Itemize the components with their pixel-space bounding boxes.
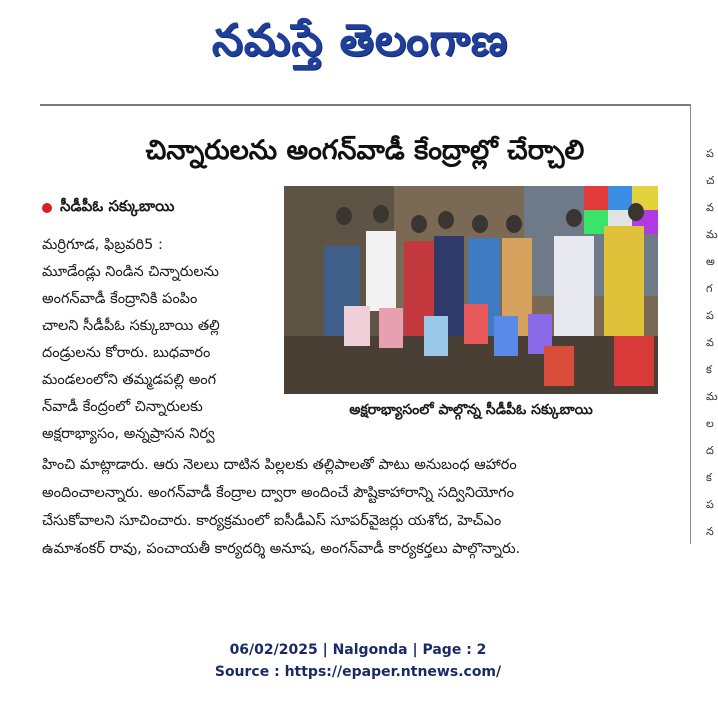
top-divider [40, 104, 690, 106]
adjacent-column-fragment: ప చ వ మ అ గ ప వ క మ ల ద క ప న [706, 147, 718, 538]
column-divider [690, 104, 691, 544]
article-body-line: చేసుకోవాలని సూచించారు. కార్యక్రమంలో ఐసీడీఎస్ సూపర్‌వైజర్లు యశోద, హెచ్‌ఎం [42, 513, 502, 529]
article-photo [284, 186, 658, 394]
article-byline [42, 196, 174, 220]
article-body-line: అక్షరాభ్యాసం, అన్నప్రాసన నిర్వ [42, 426, 215, 442]
article-headline: చిన్నారులను అంగన్‌వాడీ కేంద్రాల్లో చేర్చాలి [145, 135, 585, 166]
article-body-line: న్‌వాడీ కేంద్రంలో చిన్నారులకు [42, 399, 203, 415]
article-body-line: అంగన్‌వాడీ కేంద్రానికి పంపిం [42, 291, 198, 307]
red-bullet-icon [42, 203, 52, 213]
footer-source: Source : https://epaper.ntnews.com/ [214, 664, 502, 680]
article-body-line: ఉమాశంకర్ రావు, పంచాయతీ కార్యదర్శి అనూష, అంగన్‌వాడీ కార్యకర్తలు పాల్గొన్నారు. [42, 541, 521, 557]
article-body-line: మండలంలోని తమ్మడపల్లి అంగ [42, 372, 217, 388]
article-body-line: అందించాలన్నారు. అంగన్‌వాడీ కేంద్రాల ద్వారా అందించే పౌష్టికాహారాన్ని సద్వినియోగం [42, 485, 514, 501]
article-body-line: చాలని సీడీపీఓ సక్కుబాయి తల్లి [42, 318, 220, 334]
byline-text: సీడీపీఓ సక్కుబాయి [60, 197, 175, 215]
article-body-line: హించి మాట్లాడారు. ఆరు నెలలు దాటిన పిల్లలకు తల్లిపాలతో పాటు అనుబంధ ఆహారం [42, 457, 517, 473]
article-body-line: మూడేండ్లు నిండిన చిన్నారులను [42, 264, 219, 280]
article-body-line: మర్రిగూడ, ఫిబ్రవరి5 : [42, 237, 163, 253]
footer-date-edition: 06/02/2025 | Nalgonda | Page : 2 [229, 642, 487, 658]
photo-caption: అక్షరాభ్యాసంలో పాల్గొన్న సీడీపీఓ సక్కుబాయి [349, 402, 593, 418]
masthead-logo: నమస్తే తెలంగాణ [211, 15, 509, 66]
article-body-line: దండ్రులను కోరారు. బుధవారం [42, 345, 211, 361]
